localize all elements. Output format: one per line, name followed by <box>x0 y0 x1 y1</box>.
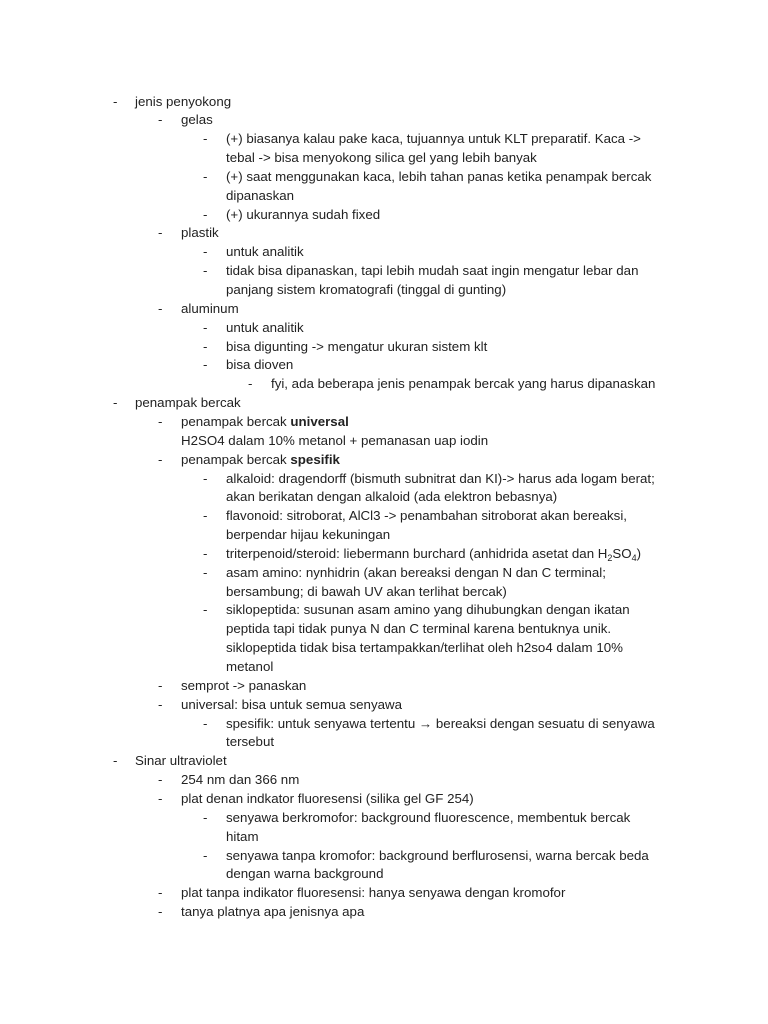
list-item-text: tebal -> bisa menyokong silica gel yang lebih banyak <box>226 150 537 166</box>
list-item-text: universal: bisa untuk semua senyawa <box>181 696 402 712</box>
list-item-text: panjang sistem kromatografi (tinggal di gunting) <box>226 282 507 297</box>
list-item-text: siklopeptida tidak bisa tertampakkan/terlihat oleh h2so4 dalam 10% <box>226 640 623 656</box>
list-item-text: penampak bercak spesifik <box>181 451 340 467</box>
bullet-dash: - <box>203 602 208 618</box>
list-item-text: (+) biasanya kalau pake kaca, tujuannya untuk KLT preparatif. Kaca -> <box>226 131 641 147</box>
list-item-text: asam amino: nynhidrin (akan bereaksi dengan N dan C terminal; <box>226 564 606 580</box>
list-item-text: tidak bisa dipanaskan, tapi lebih mudah saat ingin mengatur lebar dan <box>226 263 639 279</box>
list-item-text: bisa dioven <box>226 357 294 373</box>
list-item-text: tanya platnya apa jenisnya apa <box>181 904 365 920</box>
bullet-dash: - <box>203 715 208 731</box>
bullet-dash: - <box>158 677 163 693</box>
list-item-text: senyawa tanpa kromofor: background berflurosensi, warna bercak beda <box>226 847 649 863</box>
list-item-text: dengan warna background <box>226 866 384 882</box>
bullet-dash: - <box>158 300 163 316</box>
bold-term: universal <box>290 413 349 429</box>
bullet-dash: - <box>203 168 208 184</box>
list-item-text: senyawa berkromofor: background fluorescence, membentuk bercak <box>226 809 631 825</box>
bullet-dash: - <box>158 885 163 901</box>
bullet-dash: - <box>203 564 208 580</box>
list-item-text: triterpenoid/steroid: liebermann burchard (anhidrida asetat dan $H_2SO_4$) <box>226 545 642 563</box>
bullet-dash: - <box>248 376 253 392</box>
list-item-text: plat tanpa indikator fluoresensi: hanya senyawa dengan kromofor <box>181 885 566 901</box>
bullet-dash: - <box>203 545 208 561</box>
bold-term: spesifik <box>290 451 340 467</box>
bullet-dash: - <box>158 790 163 806</box>
list-item-text: (+) saat menggunakan kaca, lebih tahan panas ketika penampak bercak <box>226 168 652 184</box>
list-item-text: untuk analitik <box>226 319 304 335</box>
list-item-text: jenis penyokong <box>135 93 232 109</box>
bullet-dash: - <box>158 451 163 467</box>
bullet-dash: - <box>203 809 208 825</box>
list-item-text: tersebut <box>226 734 275 750</box>
list-item-text: akan berikatan dengan alkaloid (ada elektron bebasnya) <box>226 489 558 505</box>
list-item-text: berpendar hijau kekuningan <box>226 527 391 543</box>
list-item-text: penampak bercak <box>135 395 241 411</box>
list-item-text: plat denan indkator fluoresensi (silika gel GF 254) <box>181 790 474 806</box>
bullet-dash: - <box>158 225 163 241</box>
bullet-dash: - <box>158 772 163 788</box>
list-item-text: gelas <box>181 112 213 128</box>
list-item-text: Sinar ultraviolet <box>135 753 227 769</box>
list-item-text: H2SO4 dalam 10% metanol + pemanasan uap iodin <box>181 432 489 448</box>
bullet-dash: - <box>203 131 208 147</box>
bullet-dash: - <box>203 206 208 222</box>
list-item-text: alkaloid: dragendorff (bismuth subnitrat dan KI)-> harus ada logam berat; <box>226 470 655 486</box>
list-item-text: bersambung; di bawah UV akan terlihat bercak) <box>226 583 507 599</box>
list-item-text: spesifik: untuk senyawa tertentu → bereaksi dengan sesuatu di senyawa <box>226 715 655 731</box>
list-item-text: (+) ukurannya sudah fixed <box>226 206 381 222</box>
list-item-text: 254 nm dan 366 nm <box>181 772 300 788</box>
bullet-dash: - <box>113 93 118 109</box>
list-item-text: penampak bercak universal <box>181 413 349 429</box>
bullet-dash: - <box>203 470 208 486</box>
list-item-text: peptida tapi tidak punya N dan C terminal karena bentuknya unik. <box>226 621 612 637</box>
bullet-dash: - <box>203 508 208 524</box>
list-item-text: metanol <box>226 659 274 674</box>
list-item-text: siklopeptida: susunan asam amino yang dihubungkan dengan ikatan <box>226 602 630 618</box>
bullet-dash: - <box>158 904 163 920</box>
bullet-dash: - <box>203 244 208 260</box>
bullet-dash: - <box>158 112 163 128</box>
bullet-dash: - <box>113 753 118 769</box>
bullet-dash: - <box>203 263 208 279</box>
list-item-text: flavonoid: sitroborat, AlCl3 -> penambahan sitroborat akan bereaksi, <box>226 508 627 524</box>
list-item-text: dipanaskan <box>226 187 295 203</box>
bullet-dash: - <box>113 395 118 411</box>
bullet-dash: - <box>203 847 208 863</box>
list-item-text: hitam <box>226 828 259 844</box>
bullet-dash: - <box>203 319 208 335</box>
list-item-text: fyi, ada beberapa jenis penampak bercak yang harus dipanaskan <box>271 376 656 392</box>
list-item-text: plastik <box>181 225 219 241</box>
list-item-text: untuk analitik <box>226 244 304 260</box>
bullet-dash: - <box>158 413 163 429</box>
bullet-dash: - <box>158 696 163 712</box>
list-item-text: bisa digunting -> mengatur ukuran sistem klt <box>226 338 488 354</box>
bullet-dash: - <box>203 338 208 354</box>
list-item-text: aluminum <box>181 300 239 316</box>
list-item-text: semprot -> panaskan <box>181 677 307 693</box>
bullet-dash: - <box>203 357 208 373</box>
